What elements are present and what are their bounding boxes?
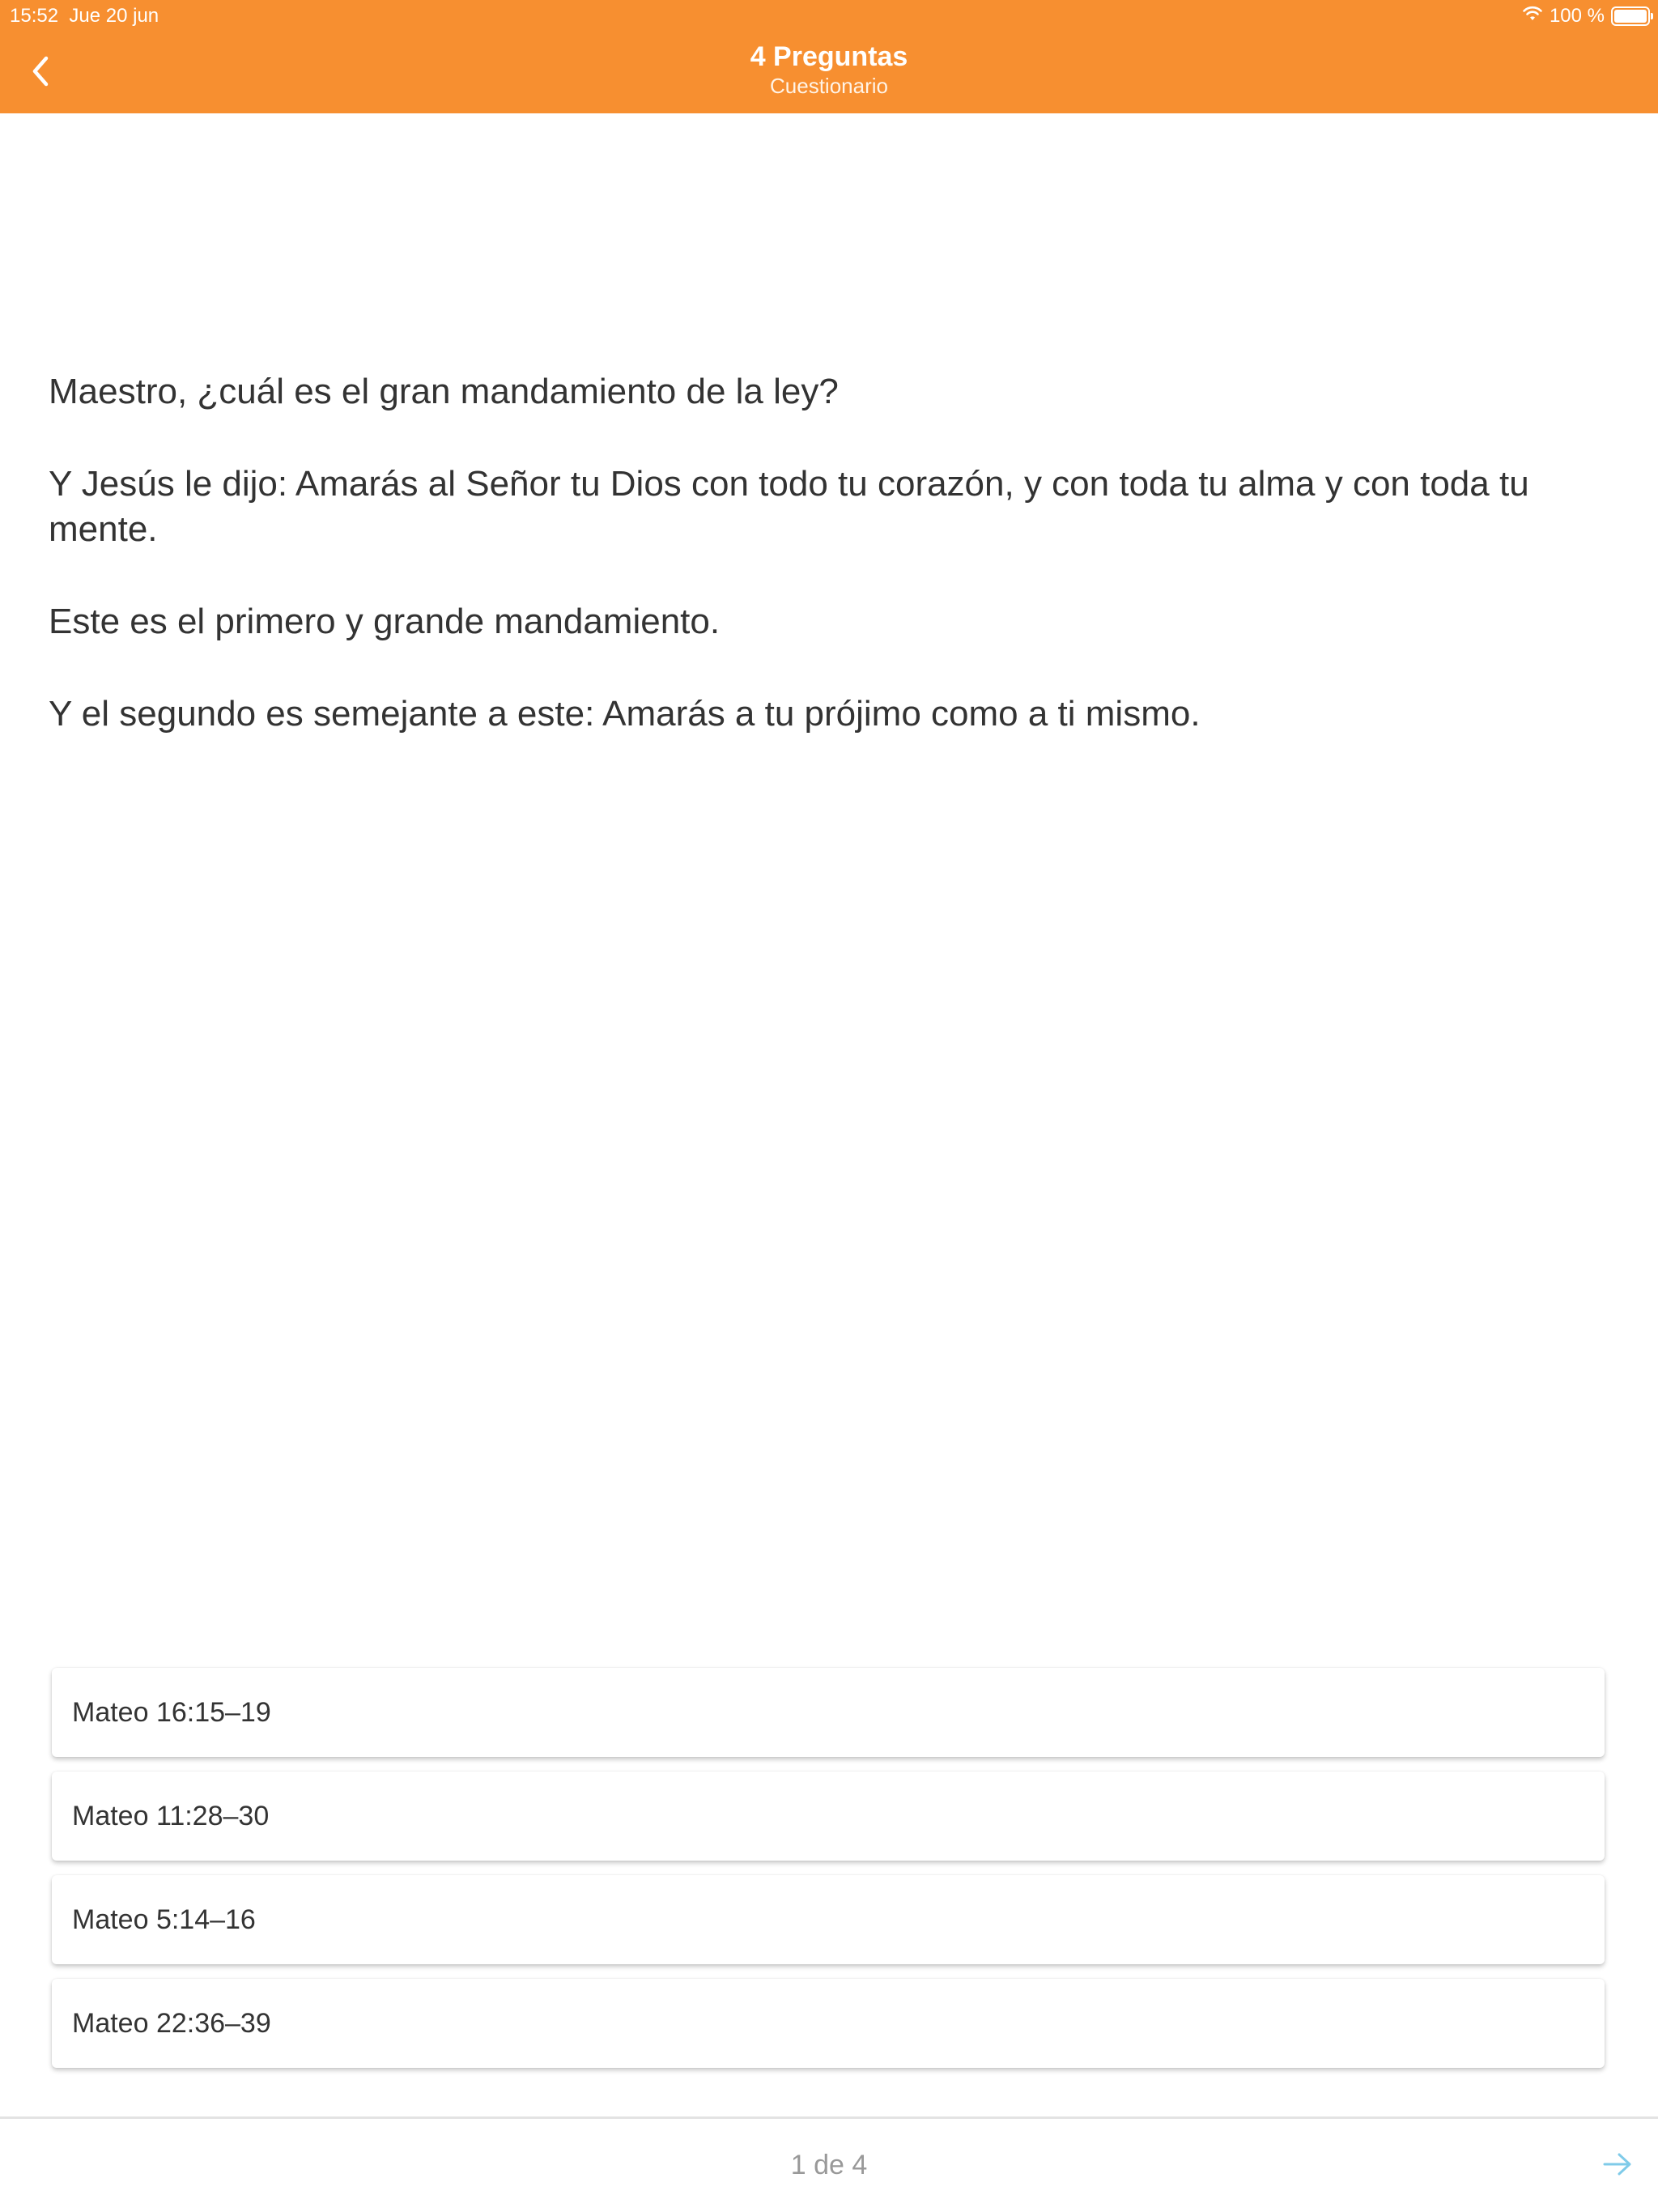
answer-option[interactable]: Mateo 16:15–19 xyxy=(52,1668,1605,1757)
next-button[interactable] xyxy=(1593,2143,1642,2189)
passage-paragraph: Y el segundo es semejante a este: Amarás a tu prójimo como a ti mismo. xyxy=(49,694,1201,734)
arrow-right-icon xyxy=(1601,2150,1634,2182)
battery-icon xyxy=(1611,6,1650,26)
wifi-icon xyxy=(1522,5,1543,28)
page-title: 4 Preguntas xyxy=(750,41,908,72)
page-subtitle: Cuestionario xyxy=(770,74,888,98)
bottom-bar xyxy=(0,2116,1658,2212)
answer-options xyxy=(52,1668,1605,2082)
answer-option[interactable]: Mateo 5:14–16 xyxy=(52,1875,1605,1964)
status-time: 15:52 Jue 20 jun xyxy=(10,5,159,27)
passage-text xyxy=(49,369,1571,784)
answer-option[interactable]: Mateo 11:28–30 xyxy=(52,1772,1605,1861)
passage-paragraph: Y Jesús le dijo: Amarás al Señor tu Dios con todo tu corazón, y con toda tu alma y con toda tu mente. xyxy=(49,464,1529,549)
header-bar xyxy=(0,0,1658,113)
page-indicator: 1 de 4 xyxy=(790,2150,868,2180)
passage-paragraph: Este es el primero y grande mandamiento. xyxy=(49,602,721,641)
passage-paragraph: Maestro, ¿cuál es el gran mandamiento de la ley? xyxy=(49,372,839,411)
status-indicators xyxy=(1522,3,1650,29)
battery-percent: 100 % xyxy=(1549,5,1605,27)
battery-level xyxy=(1614,10,1647,23)
answer-option[interactable]: Mateo 22:36–39 xyxy=(52,1979,1605,2068)
